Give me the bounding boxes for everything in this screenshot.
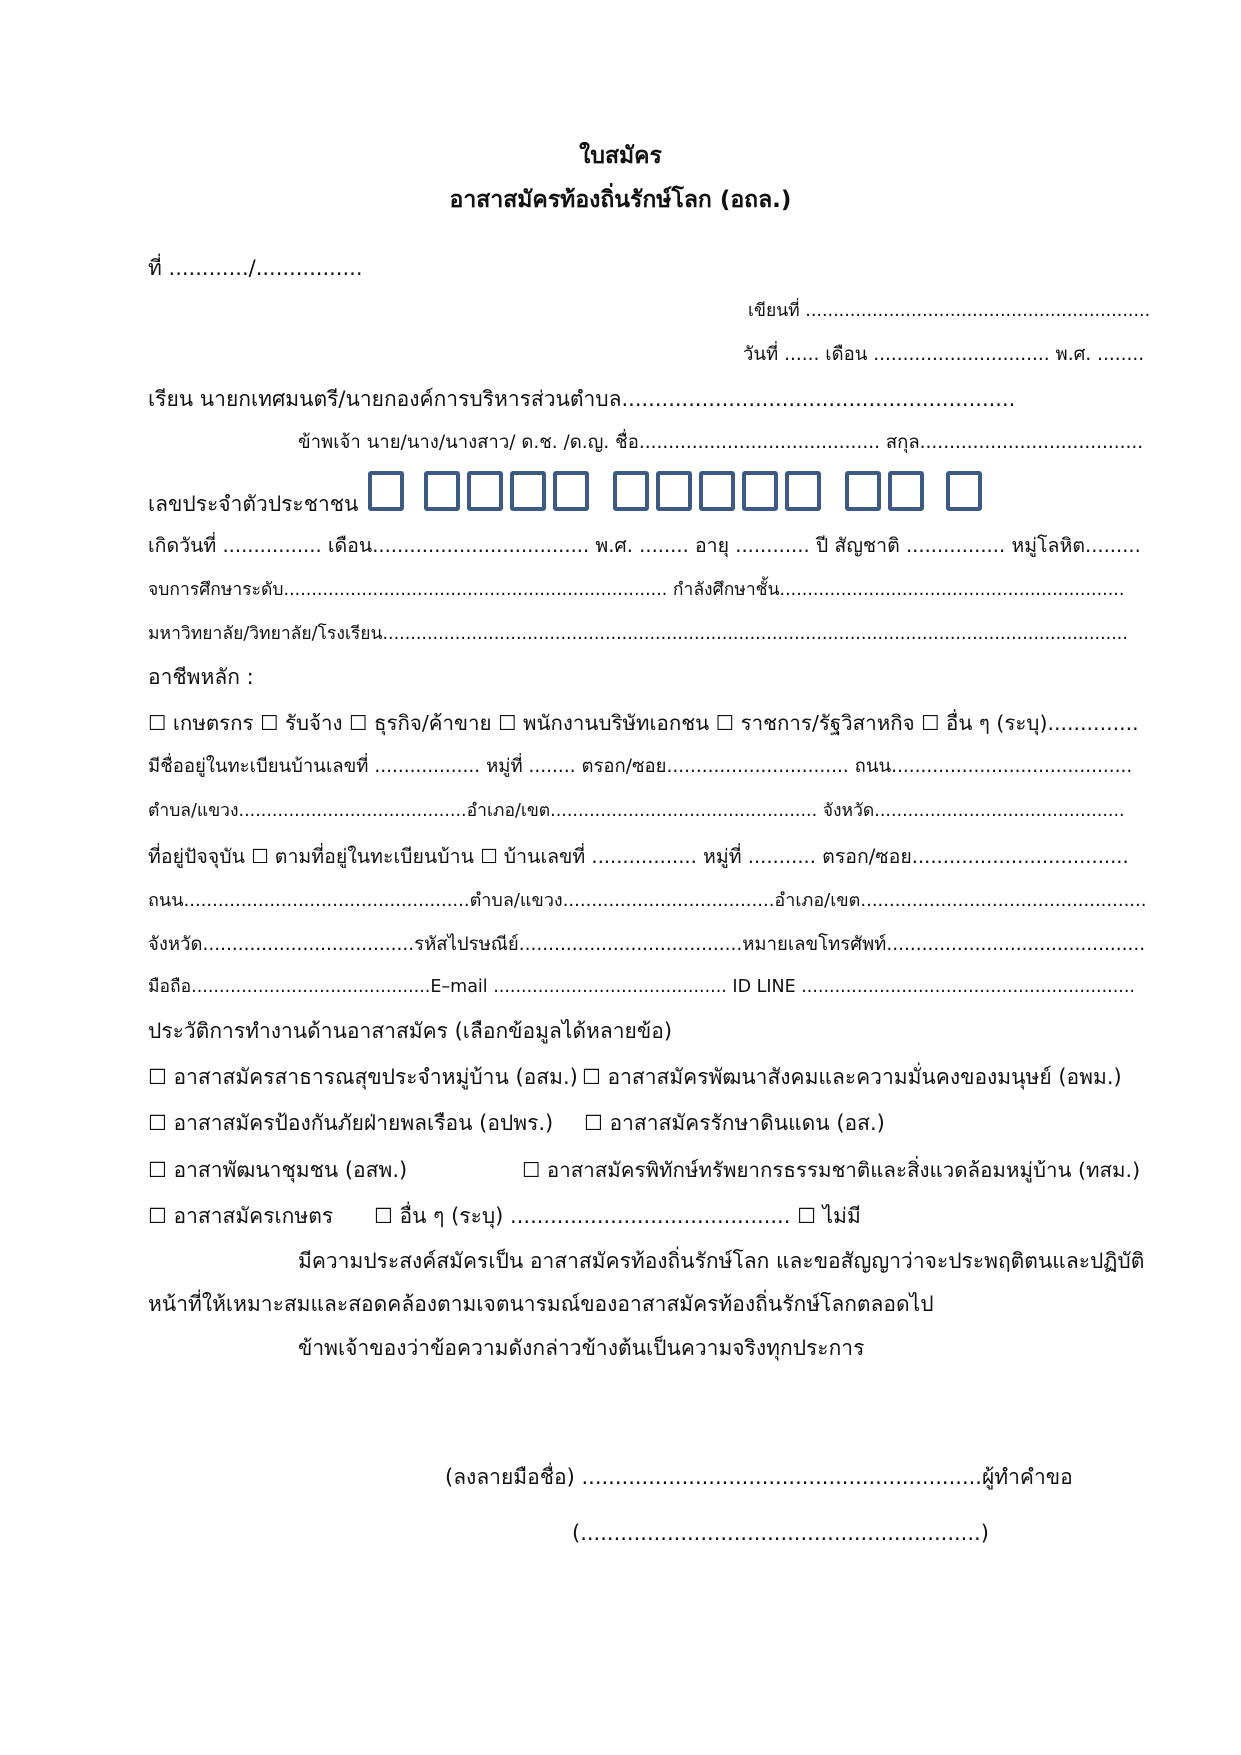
- id-digit-box[interactable]: [946, 471, 982, 511]
- reference-number-field[interactable]: ที่ ............/................: [148, 256, 363, 280]
- registered-address-field[interactable]: มีชื่ออยู่ในทะเบียนบ้านเลขที่ .................. หมู่ที่ ........ ตรอก/ซอย............................... ถนน.........................................: [148, 756, 1133, 777]
- id-digit-box[interactable]: [845, 471, 881, 511]
- certification-statement: ข้าพเจ้าของว่าข้อความดังกล่าวข้างต้นเป็นความจริงทุกประการ: [298, 1336, 865, 1360]
- current-address-field[interactable]: ที่อยู่ปัจจุบัน ☐ ตามที่อยู่ในทะเบียนบ้าน ☐ บ้านเลขที่ ................. หมู่ที่ ........... ตรอก/ซอย...................................: [148, 845, 1129, 868]
- contact-field[interactable]: มือถือ...........................................E–mail .......................................... ID LINE ............................................................: [148, 977, 1135, 997]
- volunteer-checkbox-other[interactable]: ☐ อื่น ๆ (ระบุ) .......................................... ☐ ไม่มี: [374, 1204, 861, 1228]
- id-digit-box[interactable]: [553, 471, 589, 511]
- occupation-checkboxes[interactable]: ☐ เกษตรกร ☐ รับจ้าง ☐ ธุรกิจ/ค้าขาย ☐ พนักงานบริษัทเอกชน ☐ ราชการ/รัฐวิสาหกิจ ☐ อื่น ๆ (ระบุ)..............: [148, 711, 1139, 735]
- volunteer-checkbox-osp[interactable]: ☐ อาสาพัฒนาชุมชน (อสพ.): [148, 1158, 408, 1182]
- form-title: ใบสมัคร: [579, 143, 662, 169]
- current-province-field[interactable]: จังหวัด....................................รหัสไปรษณีย์......................................หมายเลขโทรศัพท์............................................: [148, 934, 1146, 955]
- id-digit-box[interactable]: [888, 471, 924, 511]
- intent-statement-line-1: มีความประสงค์สมัครเป็น อาสาสมัครท้องถิ่นรักษ์โลก และขอสัญญาว่าจะประพฤติตนและปฏิบัติ: [298, 1249, 1145, 1273]
- id-digit-box[interactable]: [785, 471, 821, 511]
- form-subtitle: อาสาสมัครท้องถิ่นรักษ์โลก (อถล.): [449, 187, 792, 213]
- birth-details-field[interactable]: เกิดวันที่ ................ เดือน................................... พ.ศ. ........ อายุ ............ ปี สัญชาติ ................ หมู่โลหิต.........: [148, 534, 1141, 557]
- volunteer-history-label: ประวัติการทำงานด้านอาสาสมัคร (เลือกข้อมูลได้หลายข้อ): [148, 1019, 673, 1043]
- id-number-label: เลขประจำตัวประชาชน: [148, 492, 359, 516]
- id-digit-box[interactable]: [368, 471, 404, 511]
- addressee-line[interactable]: เรียน นายกเทศมนตรี/นายกองค์การบริหารส่วนตำบล...........................................................: [148, 387, 1016, 411]
- education-field[interactable]: จบการศึกษาระดับ..................................................................... กำลังศึกษาชั้น..............................................................: [148, 580, 1125, 600]
- school-field[interactable]: มหาวิทยาลัย/วิทยาลัย/โรงเรียน......................................................................................................................................: [148, 624, 1128, 644]
- id-digit-box[interactable]: [699, 471, 735, 511]
- id-digit-box[interactable]: [742, 471, 778, 511]
- occupation-label: อาชีพหลัก :: [148, 665, 254, 689]
- current-road-field[interactable]: ถนน..................................................ตำบล/แขวง.....................................อำเภอ/เขต..................................................: [148, 890, 1147, 911]
- id-digit-box[interactable]: [613, 471, 649, 511]
- applicant-name-field[interactable]: ข้าพเจ้า นาย/นาง/นางสาว/ ด.ช. /ด.ญ. ชื่อ......................................... สกุล......................................: [298, 432, 1144, 453]
- id-digit-box[interactable]: [424, 471, 460, 511]
- date-field[interactable]: วันที่ ...... เดือน .............................. พ.ศ. ........: [743, 344, 1145, 365]
- written-at-field[interactable]: เขียนที่ ..............................................................: [748, 301, 1151, 321]
- volunteer-checkbox-agriculture[interactable]: ☐ อาสาสมัครเกษตร: [148, 1204, 334, 1228]
- volunteer-checkbox-osm[interactable]: ☐ อาสาสมัครสาธารณสุขประจำหมู่บ้าน (อสม.): [148, 1065, 578, 1089]
- volunteer-checkbox-os[interactable]: ☐ อาสาสมัครรักษาดินแดน (อส.): [584, 1111, 885, 1135]
- volunteer-checkbox-tsm[interactable]: ☐ อาสาสมัครพิทักษ์ทรัพยากรธรรมชาติและสิ่งแวดล้อมหมู่บ้าน (ทสม.): [522, 1158, 1141, 1182]
- intent-statement-line-2: หน้าที่ให้เหมาะสมและสอดคล้องตามเจตนารมณ์ของอาสาสมัครท้องถิ่นรักษ์โลกตลอดไป: [148, 1292, 934, 1316]
- id-digit-box[interactable]: [656, 471, 692, 511]
- volunteer-checkbox-opor[interactable]: ☐ อาสาสมัครป้องกันภัยฝ่ายพลเรือน (อปพร.): [148, 1111, 554, 1135]
- id-digit-box[interactable]: [510, 471, 546, 511]
- volunteer-checkbox-opm[interactable]: ☐ อาสาสมัครพัฒนาสังคมและความมั่นคงของมนุษย์ (อพม.): [582, 1065, 1122, 1089]
- printed-name-field[interactable]: (............................................................): [572, 1521, 989, 1545]
- signature-field[interactable]: (ลงลายมือชื่อ) ............................................................ผู้ทำคำขอ: [445, 1465, 1073, 1489]
- registered-subdistrict-field[interactable]: ตำบล/แขวง.........................................อำเภอ/เขต................................................ จังหวัด.............................................: [148, 801, 1125, 821]
- id-digit-box[interactable]: [467, 471, 503, 511]
